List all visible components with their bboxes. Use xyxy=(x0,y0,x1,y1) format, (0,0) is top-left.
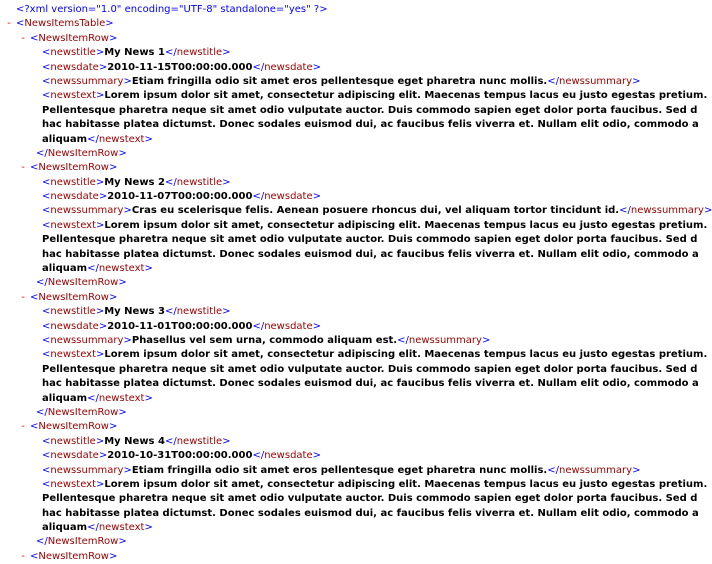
newstext-line-cont xyxy=(0,104,698,118)
collapse-toggle-row[interactable]: - xyxy=(21,162,25,174)
row-tag-name: NewsItemRow xyxy=(38,162,109,174)
news-summary: Etiam fringilla odio sit amet eros pellentesque eget pharetra nunc mollis. xyxy=(131,464,548,476)
news-date: 2010-10-31T00:00:00.000 xyxy=(107,450,253,462)
news-text-line: hac habitasse platea dictumst. Donec sodales euismod dui, ac faucibus felis viverra et. Nullam elit odio, commodo a xyxy=(42,378,699,390)
news-item-row-open: - <NewsItemRow> xyxy=(0,550,600,564)
row-tag-name: NewsItemRow xyxy=(47,536,119,548)
news-rows xyxy=(0,32,712,564)
newstitle-line: <newstitle>My News 1</newstitle> xyxy=(42,47,231,59)
row-tag-name: NewsItemRow xyxy=(38,32,109,44)
news-summary: Phasellus vel sem urna, commodo aliquam est. xyxy=(131,334,398,346)
newstext-line-cont xyxy=(0,492,698,506)
news-text-line: Lorem ipsum dolor sit amet, consectetur adipiscing elit. Maecenas tempus lacus eu justo egestas pretium. xyxy=(104,219,708,231)
news-item-row-close: </NewsItemRow> xyxy=(36,277,127,289)
news-date: 2010-11-01T00:00:00.000 xyxy=(107,320,253,332)
newstext-line-cont xyxy=(0,248,699,262)
news-item-row-close: </NewsItemRow> xyxy=(36,536,127,548)
news-title: My News 3 xyxy=(104,306,165,318)
news-text-line: aliquam xyxy=(42,133,88,145)
news-item-row-open: - <NewsItemRow> xyxy=(0,420,600,434)
collapse-toggle-row[interactable]: - xyxy=(21,421,25,433)
news-summary: Etiam fringilla odio sit amet eros pellentesque eget pharetra nunc mollis. xyxy=(131,75,548,87)
root-tag-name: NewsItemsTable xyxy=(24,18,106,30)
collapse-toggle-row[interactable]: - xyxy=(21,550,25,562)
newssummary-line: <newssummary>Etiam fringilla odio sit amet eros pellentesque eget pharetra nunc mollis.</newssummary> xyxy=(42,464,641,476)
newssummary-line: <newssummary>Cras eu scelerisque felis. Aenean posuere rhoncus dui, vel aliquam tortor tincidunt id.</newssummary> xyxy=(42,205,712,217)
newstext-line-last: aliquam</newstext> xyxy=(42,522,153,534)
xml-declaration xyxy=(0,3,600,17)
newstext-line-last: aliquam</newstext> xyxy=(42,392,153,404)
news-text-line: Pellentesque pharetra neque sit amet odio vulputate auctor. Duis commodo sapien eget dolor porta faucibus. Sed d xyxy=(42,493,698,505)
newstext-line-cont xyxy=(0,377,699,391)
news-title: My News 1 xyxy=(104,47,165,59)
row-tag-name: NewsItemRow xyxy=(47,147,119,159)
newstitle-line: <newstitle>My News 3</newstitle> xyxy=(42,306,231,318)
newssummary-line: <newssummary>Phasellus vel sem urna, commodo aliquam est.</newssummary> xyxy=(42,334,491,346)
newstext-line: <newstext>Lorem ipsum dolor sit amet, consectetur adipiscing elit. Maecenas tempus lacus eu justo egestas pretium. xyxy=(42,90,708,102)
row-tag-name: NewsItemRow xyxy=(38,291,109,303)
newstext-line: <newstext>Lorem ipsum dolor sit amet, consectetur adipiscing elit. Maecenas tempus lacus eu justo egestas pretium. xyxy=(42,349,708,361)
news-text-line: hac habitasse platea dictumst. Donec sodales euismod dui, ac faucibus felis viverra et. Nullam elit odio, commodo a xyxy=(42,119,699,131)
collapse-toggle-root[interactable]: - xyxy=(7,18,11,30)
news-text-line: aliquam xyxy=(42,392,88,404)
newstext-line-last: aliquam</newstext> xyxy=(42,133,153,145)
newstext-line: <newstext>Lorem ipsum dolor sit amet, consectetur adipiscing elit. Maecenas tempus lacus eu justo egestas pretium. xyxy=(42,219,708,231)
news-item-row-open: - <NewsItemRow> xyxy=(0,161,600,175)
newstitle-line: <newstitle>My News 4</newstitle> xyxy=(42,435,231,447)
newsdate-line: <newsdate>2010-11-15T00:00:00.000</newsdate> xyxy=(42,61,322,73)
news-text-line: aliquam xyxy=(42,263,88,275)
newstext-line-cont xyxy=(0,507,699,521)
row-tag-name: NewsItemRow xyxy=(47,406,119,418)
collapse-toggle-row[interactable]: - xyxy=(21,291,25,303)
news-item-row-open: - <NewsItemRow> xyxy=(0,291,600,305)
newstext-line-cont xyxy=(0,233,698,247)
news-text-line: aliquam xyxy=(42,522,88,534)
newsdate-line: <newsdate>2010-11-07T00:00:00.000</newsdate> xyxy=(42,191,322,203)
news-date: 2010-11-07T00:00:00.000 xyxy=(107,191,253,203)
news-item-row-close: </NewsItemRow> xyxy=(36,147,127,159)
news-item-row-open: - <NewsItemRow> xyxy=(0,32,600,46)
news-item-row-close: </NewsItemRow> xyxy=(36,406,127,418)
newstext-line: <newstext>Lorem ipsum dolor sit amet, consectetur adipiscing elit. Maecenas tempus lacus eu justo egestas pretium. xyxy=(42,478,708,490)
news-text-line: Pellentesque pharetra neque sit amet odio vulputate auctor. Duis commodo sapien eget dolor porta faucibus. Sed d xyxy=(42,234,698,246)
news-title: My News 4 xyxy=(104,435,165,447)
news-text-line: hac habitasse platea dictumst. Donec sodales euismod dui, ac faucibus felis viverra et. Nullam elit odio, commodo a xyxy=(42,248,699,260)
newsdate-line: <newsdate>2010-11-01T00:00:00.000</newsdate> xyxy=(42,320,322,332)
news-text-line: Lorem ipsum dolor sit amet, consectetur adipiscing elit. Maecenas tempus lacus eu justo egestas pretium. xyxy=(104,349,708,361)
news-date: 2010-11-15T00:00:00.000 xyxy=(107,61,253,73)
news-title: My News 2 xyxy=(104,176,165,188)
xml-declaration-text: <?xml version="1.0" encoding="UTF-8" standalone="yes" ?> xyxy=(16,4,328,15)
root-open-line: - <NewsItemsTable> xyxy=(0,17,600,31)
news-text-line: Pellentesque pharetra neque sit amet odio vulputate auctor. Duis commodo sapien eget dolor porta faucibus. Sed d xyxy=(42,104,698,116)
news-summary: Cras eu scelerisque felis. Aenean posuere rhoncus dui, vel aliquam tortor tincidunt id. xyxy=(131,205,620,217)
collapse-toggle-row[interactable]: - xyxy=(21,32,25,44)
newstext-line-last: aliquam</newstext> xyxy=(42,263,153,275)
row-tag-name: NewsItemRow xyxy=(47,277,119,289)
newstext-line-cont xyxy=(0,118,699,132)
news-text-line: Lorem ipsum dolor sit amet, consectetur adipiscing elit. Maecenas tempus lacus eu justo egestas pretium. xyxy=(104,478,708,490)
newstitle-line: <newstitle>My News 2</newstitle> xyxy=(42,176,231,188)
news-text-line: hac habitasse platea dictumst. Donec sodales euismod dui, ac faucibus felis viverra et. Nullam elit odio, commodo a xyxy=(42,507,699,519)
row-tag-name: NewsItemRow xyxy=(38,421,109,433)
newssummary-line: <newssummary>Etiam fringilla odio sit amet eros pellentesque eget pharetra nunc mollis.</newssummary> xyxy=(42,75,641,87)
row-tag-name: NewsItemRow xyxy=(38,550,109,562)
news-text-line: Pellentesque pharetra neque sit amet odio vulputate auctor. Duis commodo sapien eget dolor porta faucibus. Sed d xyxy=(42,363,698,375)
news-text-line: Lorem ipsum dolor sit amet, consectetur adipiscing elit. Maecenas tempus lacus eu justo egestas pretium. xyxy=(104,90,708,102)
newstext-line-cont xyxy=(0,363,698,377)
newsdate-line: <newsdate>2010-10-31T00:00:00.000</newsdate> xyxy=(42,450,322,462)
